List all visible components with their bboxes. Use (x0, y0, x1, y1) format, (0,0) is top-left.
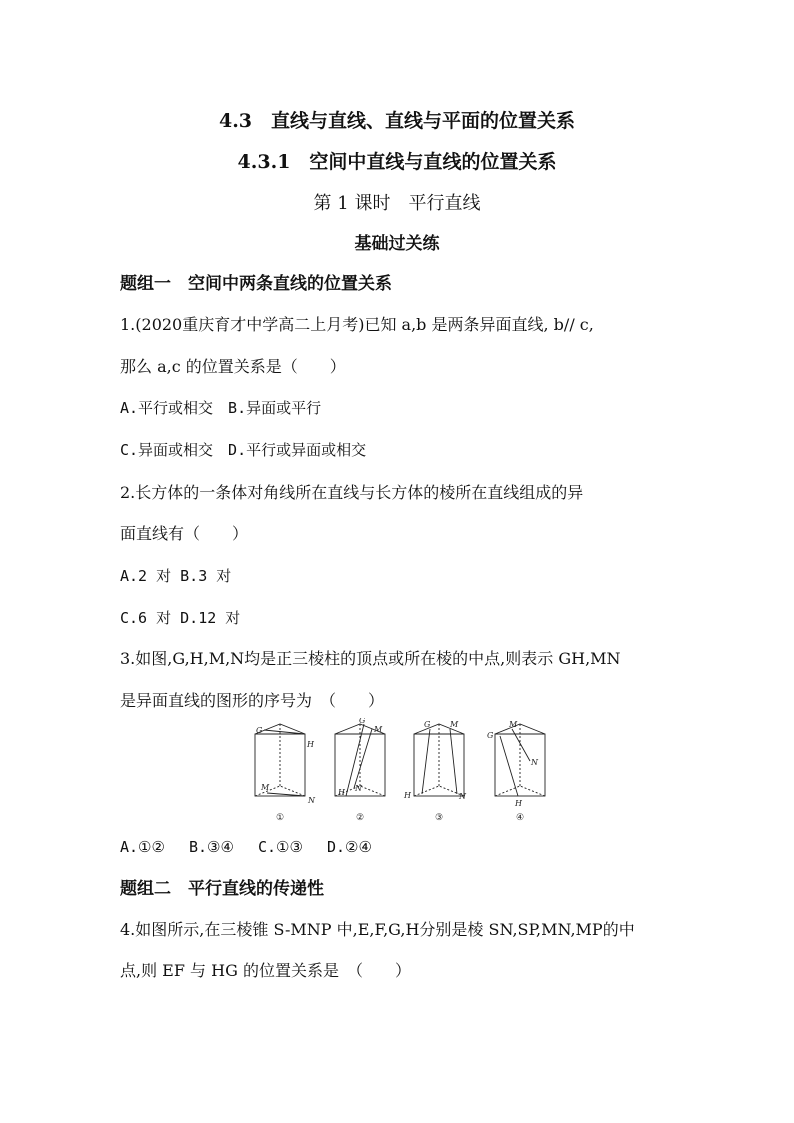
prism-figure-1 (255, 724, 316, 823)
question-1-options-cd: C.异面或相交 D.平行或异面或相交 (120, 441, 367, 459)
label-n: N (308, 796, 315, 805)
label-g: G (424, 720, 431, 729)
question-3-stem-line-2: 是异面直线的图形的序号为 （ ） (120, 691, 385, 710)
question-1-stem-line-1: 1.(2020重庆育才中学高二上月考)已知 a,b 是两条异面直线, b// c, (120, 315, 594, 334)
question-group-2-heading: 题组二 平行直线的传递性 (120, 879, 324, 899)
question-2-stem-line-1: 2.长方体的一条体对角线所在直线与长方体的棱所在直线组成的异 (120, 483, 584, 502)
question-1-stem-line-2: 那么 a,c 的位置关系是（ ） (120, 357, 346, 376)
question-1-options-ab: A.平行或相交 B.异面或平行 (120, 399, 322, 417)
label-n: N (459, 792, 466, 801)
label-m: M (509, 720, 518, 729)
prism-figure-3 (403, 720, 467, 823)
caption-1: ① (276, 813, 285, 823)
label-n: N (531, 758, 538, 767)
label-h: H (338, 788, 345, 797)
question-4-stem-line-2: 点,则 EF 与 HG 的位置关系是 （ ） (120, 961, 411, 980)
lesson-title: 第 1 课时 平行直线 (313, 193, 481, 214)
label-g: G (256, 726, 263, 735)
label-m: M (450, 720, 459, 729)
prism-figure-group (250, 718, 550, 826)
label-h: H (307, 740, 314, 749)
section-title: 4.3.1 空间中直线与直线的位置关系 (237, 151, 557, 173)
caption-4: ④ (516, 813, 525, 823)
question-3-options: A.①② B.③④ C.①③ D.②④ (120, 838, 372, 856)
question-2-options-cd: C.6 对 D.12 对 (120, 609, 241, 627)
label-h: H (515, 799, 522, 808)
question-2-options-ab: A.2 对 B.3 对 (120, 567, 232, 585)
chapter-title: 4.3 直线与直线、直线与平面的位置关系 (218, 110, 576, 132)
label-m: M (261, 783, 270, 792)
label-g: G (359, 718, 366, 725)
question-group-1-heading: 题组一 空间中两条直线的位置关系 (120, 274, 392, 294)
question-4-stem-line-1: 4.如图所示,在三棱锥 S-MNP 中,E,F,G,H分别是棱 SN,SP,MN,MP的中 (120, 920, 635, 939)
prism-figure-4 (487, 720, 545, 823)
label-g: G (487, 731, 494, 740)
prism-figure-2 (335, 718, 385, 823)
practice-heading: 基础过关练 (354, 234, 440, 254)
question-3-stem-line-1: 3.如图,G,H,M,N均是正三棱柱的顶点或所在棱的中点,则表示 GH,MN (120, 649, 621, 668)
label-h: H (404, 791, 411, 800)
label-n: N (355, 784, 362, 793)
question-2-stem-line-2: 面直线有（ ） (120, 524, 249, 543)
caption-3: ③ (435, 813, 444, 823)
label-m: M (374, 725, 383, 734)
caption-2: ② (356, 813, 365, 823)
